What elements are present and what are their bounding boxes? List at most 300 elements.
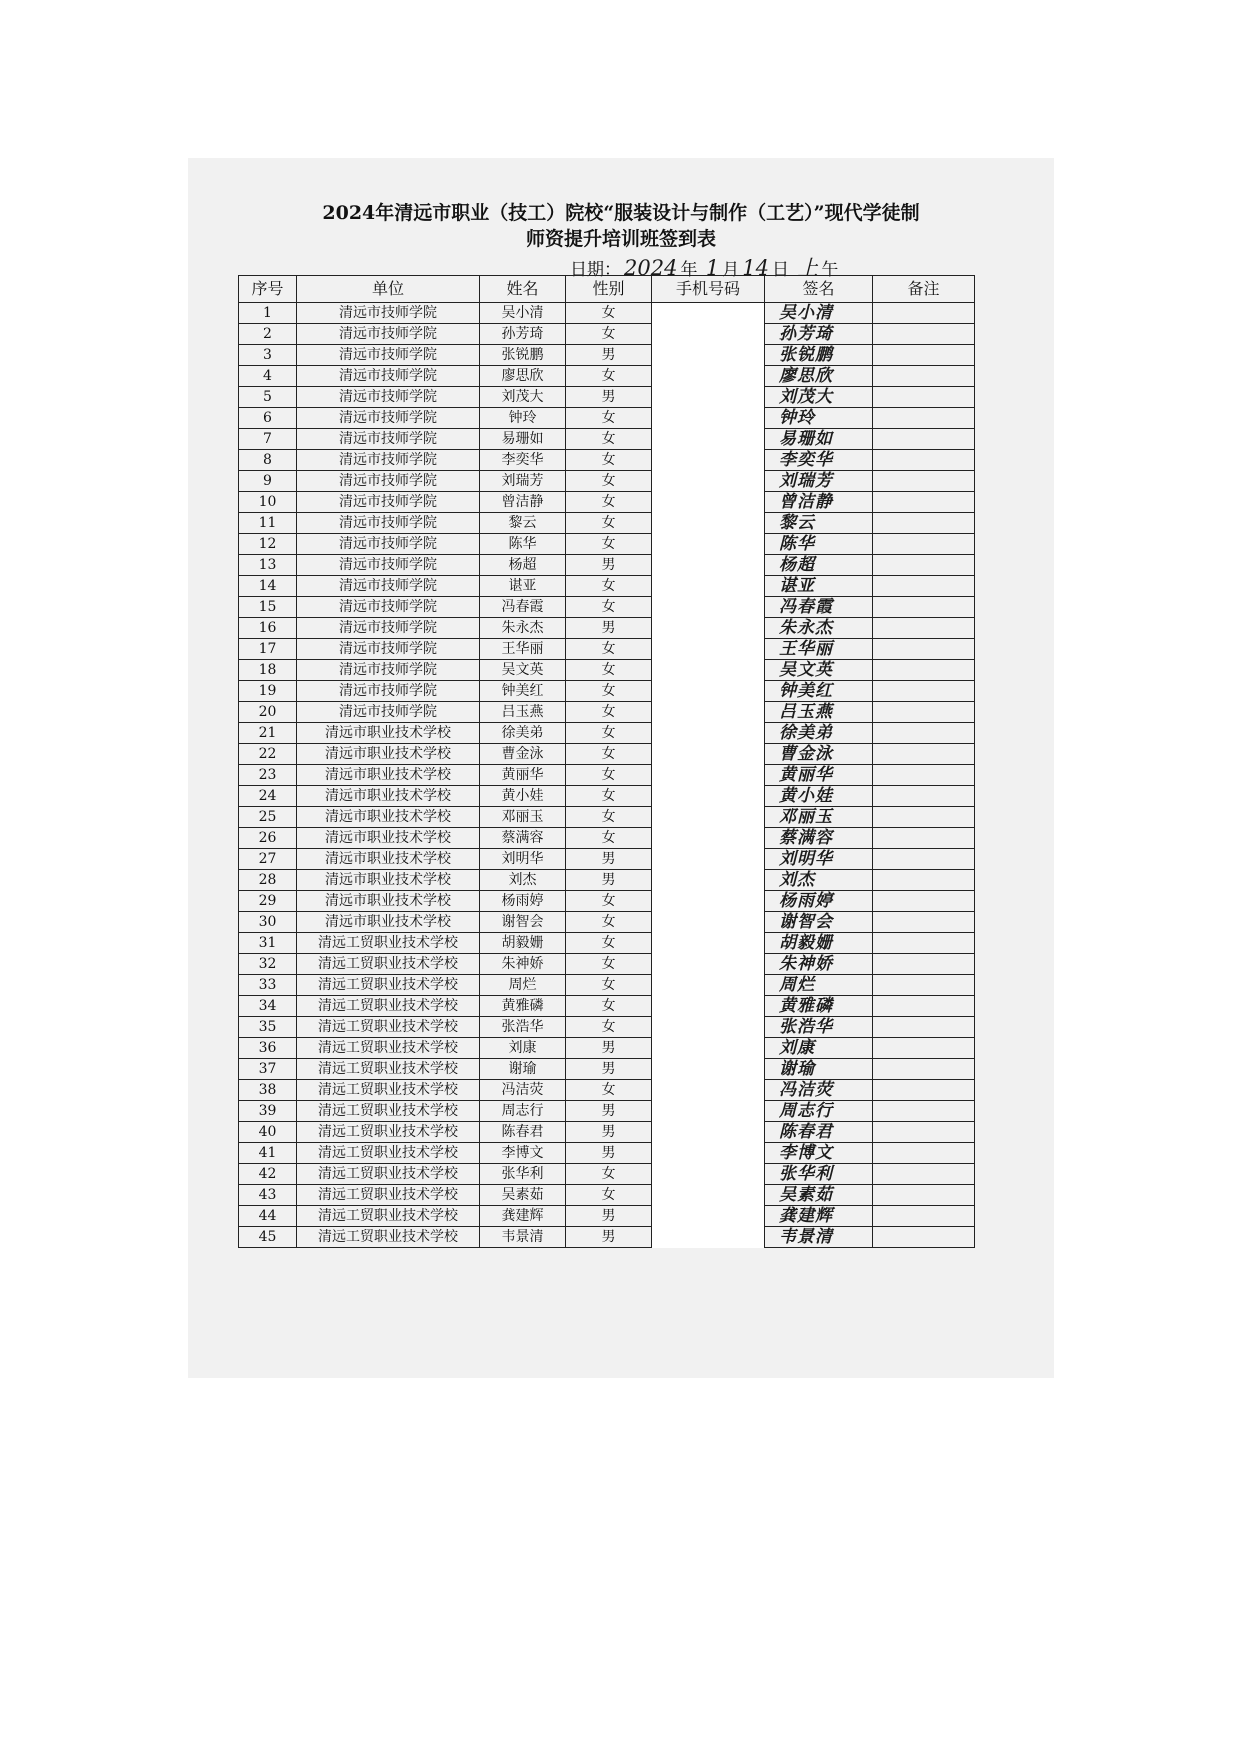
remarks-cell <box>873 534 975 555</box>
gender-cell: 男 <box>566 1101 652 1122</box>
signature-cell: 张华利 <box>765 1164 873 1185</box>
index-cell: 5 <box>239 387 297 408</box>
name-cell: 钟玲 <box>480 408 566 429</box>
table-row <box>239 870 975 891</box>
remarks-cell <box>873 555 975 576</box>
signature-cell: 邓丽玉 <box>765 807 873 828</box>
unit-cell: 清远市技师学院 <box>297 471 480 492</box>
gender-cell: 男 <box>566 1059 652 1080</box>
index-cell: 18 <box>239 660 297 681</box>
signature-cell: 李奕华 <box>765 450 873 471</box>
date-day-handwritten: 14 <box>742 256 769 280</box>
gender-cell: 男 <box>566 1143 652 1164</box>
remarks-cell <box>873 933 975 954</box>
unit-cell: 清远市技师学院 <box>297 702 480 723</box>
unit-cell: 清远市技师学院 <box>297 345 480 366</box>
signature-cell: 刘明华 <box>765 849 873 870</box>
name-cell: 谢智会 <box>480 912 566 933</box>
phone-cell <box>652 891 765 912</box>
phone-cell <box>652 1143 765 1164</box>
remarks-cell <box>873 1206 975 1227</box>
gender-cell: 女 <box>566 702 652 723</box>
table-row <box>239 786 975 807</box>
unit-cell: 清远市技师学院 <box>297 597 480 618</box>
date-month-suffix: 月 <box>722 260 740 280</box>
table-row <box>239 303 975 324</box>
phone-cell <box>652 1206 765 1227</box>
header-name: 姓名 <box>480 276 566 303</box>
table-row <box>239 492 975 513</box>
index-cell: 6 <box>239 408 297 429</box>
remarks-cell <box>873 786 975 807</box>
gender-cell: 女 <box>566 744 652 765</box>
gender-cell: 女 <box>566 450 652 471</box>
gender-cell: 女 <box>566 408 652 429</box>
signature-cell: 陈春君 <box>765 1122 873 1143</box>
gender-cell: 女 <box>566 681 652 702</box>
name-cell: 吴素茹 <box>480 1185 566 1206</box>
table-row <box>239 1227 975 1248</box>
phone-cell <box>652 555 765 576</box>
unit-cell: 清远市技师学院 <box>297 513 480 534</box>
index-cell: 39 <box>239 1101 297 1122</box>
index-cell: 34 <box>239 996 297 1017</box>
phone-cell <box>652 303 765 324</box>
table-row <box>239 345 975 366</box>
unit-cell: 清远工贸职业技术学校 <box>297 1080 480 1101</box>
index-cell: 9 <box>239 471 297 492</box>
remarks-cell <box>873 912 975 933</box>
phone-cell <box>652 1017 765 1038</box>
signature-cell: 黄丽华 <box>765 765 873 786</box>
name-cell: 陈华 <box>480 534 566 555</box>
index-cell: 2 <box>239 324 297 345</box>
gender-cell: 男 <box>566 1122 652 1143</box>
remarks-cell <box>873 828 975 849</box>
table-row <box>239 1059 975 1080</box>
date-month-handwritten: 1 <box>705 256 720 280</box>
date-period-suffix: 午 <box>821 260 839 280</box>
phone-cell <box>652 471 765 492</box>
unit-cell: 清远市职业技术学校 <box>297 912 480 933</box>
signature-cell: 黄小娃 <box>765 786 873 807</box>
remarks-cell <box>873 408 975 429</box>
unit-cell: 清远工贸职业技术学校 <box>297 1206 480 1227</box>
gender-cell: 女 <box>566 492 652 513</box>
index-cell: 36 <box>239 1038 297 1059</box>
remarks-cell <box>873 681 975 702</box>
signature-cell: 李博文 <box>765 1143 873 1164</box>
signature-cell: 刘杰 <box>765 870 873 891</box>
signature-cell: 周烂 <box>765 975 873 996</box>
signature-cell: 黎云 <box>765 513 873 534</box>
remarks-cell <box>873 765 975 786</box>
unit-cell: 清远市技师学院 <box>297 534 480 555</box>
table-row <box>239 387 975 408</box>
phone-cell <box>652 1122 765 1143</box>
name-cell: 谌亚 <box>480 576 566 597</box>
remarks-cell <box>873 597 975 618</box>
table-row <box>239 1185 975 1206</box>
remarks-cell <box>873 1080 975 1101</box>
unit-cell: 清远市职业技术学校 <box>297 786 480 807</box>
index-cell: 1 <box>239 303 297 324</box>
signature-cell: 谢瑜 <box>765 1059 873 1080</box>
gender-cell: 男 <box>566 618 652 639</box>
index-cell: 25 <box>239 807 297 828</box>
signature-cell: 杨超 <box>765 555 873 576</box>
remarks-cell <box>873 1038 975 1059</box>
phone-cell <box>652 786 765 807</box>
remarks-cell <box>873 303 975 324</box>
gender-cell: 女 <box>566 324 652 345</box>
table-row <box>239 1017 975 1038</box>
name-cell: 王华丽 <box>480 639 566 660</box>
signature-cell: 徐美弟 <box>765 723 873 744</box>
index-cell: 27 <box>239 849 297 870</box>
signature-cell: 蔡满容 <box>765 828 873 849</box>
name-cell: 黎云 <box>480 513 566 534</box>
phone-cell <box>652 744 765 765</box>
gender-cell: 男 <box>566 1038 652 1059</box>
remarks-cell <box>873 1122 975 1143</box>
table-row <box>239 744 975 765</box>
unit-cell: 清远市技师学院 <box>297 408 480 429</box>
name-cell: 陈春君 <box>480 1122 566 1143</box>
index-cell: 30 <box>239 912 297 933</box>
table-row <box>239 450 975 471</box>
phone-cell <box>652 1080 765 1101</box>
phone-cell <box>652 1185 765 1206</box>
phone-cell <box>652 366 765 387</box>
phone-cell <box>652 723 765 744</box>
name-cell: 龚建辉 <box>480 1206 566 1227</box>
signature-cell: 曾洁静 <box>765 492 873 513</box>
signature-cell: 刘康 <box>765 1038 873 1059</box>
name-cell: 曾洁静 <box>480 492 566 513</box>
phone-cell <box>652 576 765 597</box>
name-cell: 杨超 <box>480 555 566 576</box>
remarks-cell <box>873 1059 975 1080</box>
unit-cell: 清远工贸职业技术学校 <box>297 1017 480 1038</box>
date-label: 日期： <box>570 260 621 280</box>
signature-cell: 刘茂大 <box>765 387 873 408</box>
phone-cell <box>652 1038 765 1059</box>
gender-cell: 女 <box>566 366 652 387</box>
table-row <box>239 807 975 828</box>
table-row <box>239 408 975 429</box>
name-cell: 李博文 <box>480 1143 566 1164</box>
index-cell: 13 <box>239 555 297 576</box>
gender-cell: 女 <box>566 933 652 954</box>
unit-cell: 清远市职业技术学校 <box>297 765 480 786</box>
gender-cell: 女 <box>566 660 652 681</box>
remarks-cell <box>873 618 975 639</box>
unit-cell: 清远市技师学院 <box>297 324 480 345</box>
gender-cell: 女 <box>566 1164 652 1185</box>
index-cell: 11 <box>239 513 297 534</box>
table-row <box>239 891 975 912</box>
remarks-cell <box>873 744 975 765</box>
remarks-cell <box>873 1143 975 1164</box>
signature-cell: 谌亚 <box>765 576 873 597</box>
name-cell: 刘瑞芳 <box>480 471 566 492</box>
signature-cell: 朱永杰 <box>765 618 873 639</box>
name-cell: 李奕华 <box>480 450 566 471</box>
table-row <box>239 702 975 723</box>
signature-cell: 张锐鹏 <box>765 345 873 366</box>
unit-cell: 清远市技师学院 <box>297 555 480 576</box>
gender-cell: 女 <box>566 828 652 849</box>
gender-cell: 女 <box>566 471 652 492</box>
signature-cell: 杨雨婷 <box>765 891 873 912</box>
table-row <box>239 1164 975 1185</box>
table-row <box>239 1206 975 1227</box>
phone-cell <box>652 345 765 366</box>
phone-cell <box>652 450 765 471</box>
table-row <box>239 1143 975 1164</box>
remarks-cell <box>873 387 975 408</box>
phone-cell <box>652 954 765 975</box>
index-cell: 10 <box>239 492 297 513</box>
gender-cell: 女 <box>566 786 652 807</box>
index-cell: 15 <box>239 597 297 618</box>
title-line-2: 师资提升培训班签到表 <box>525 228 716 250</box>
phone-cell <box>652 912 765 933</box>
unit-cell: 清远市职业技术学校 <box>297 723 480 744</box>
table-row <box>239 912 975 933</box>
index-cell: 21 <box>239 723 297 744</box>
gender-cell: 女 <box>566 954 652 975</box>
date-year-handwritten: 2024 <box>624 256 678 280</box>
gender-cell: 女 <box>566 807 652 828</box>
phone-cell <box>652 996 765 1017</box>
name-cell: 吴文英 <box>480 660 566 681</box>
unit-cell: 清远工贸职业技术学校 <box>297 933 480 954</box>
gender-cell: 女 <box>566 534 652 555</box>
remarks-cell <box>873 429 975 450</box>
gender-cell: 女 <box>566 597 652 618</box>
table-row <box>239 597 975 618</box>
table-row <box>239 555 975 576</box>
phone-cell <box>652 513 765 534</box>
unit-cell: 清远市技师学院 <box>297 366 480 387</box>
phone-cell <box>652 534 765 555</box>
unit-cell: 清远工贸职业技术学校 <box>297 1164 480 1185</box>
signature-cell: 吴小清 <box>765 303 873 324</box>
index-cell: 35 <box>239 1017 297 1038</box>
gender-cell: 女 <box>566 1185 652 1206</box>
phone-cell <box>652 975 765 996</box>
table-row <box>239 954 975 975</box>
table-row <box>239 366 975 387</box>
table-body <box>239 303 975 1248</box>
table-row <box>239 471 975 492</box>
date-day-suffix: 日 <box>771 260 789 280</box>
signature-cell: 孙芳琦 <box>765 324 873 345</box>
remarks-cell <box>873 345 975 366</box>
phone-cell <box>652 597 765 618</box>
remarks-cell <box>873 807 975 828</box>
index-cell: 24 <box>239 786 297 807</box>
remarks-cell <box>873 576 975 597</box>
name-cell: 黄小娃 <box>480 786 566 807</box>
signature-cell: 冯洁荧 <box>765 1080 873 1101</box>
unit-cell: 清远工贸职业技术学校 <box>297 975 480 996</box>
signature-cell: 吴素茹 <box>765 1185 873 1206</box>
signature-cell: 王华丽 <box>765 639 873 660</box>
header-gender: 性别 <box>566 276 652 303</box>
phone-cell <box>652 828 765 849</box>
name-cell: 黄丽华 <box>480 765 566 786</box>
gender-cell: 男 <box>566 387 652 408</box>
header-unit: 单位 <box>297 276 480 303</box>
table-row <box>239 765 975 786</box>
name-cell: 蔡满容 <box>480 828 566 849</box>
remarks-cell <box>873 723 975 744</box>
remarks-cell <box>873 702 975 723</box>
signature-cell: 廖思欣 <box>765 366 873 387</box>
table-row <box>239 723 975 744</box>
signature-cell: 张浩华 <box>765 1017 873 1038</box>
index-cell: 41 <box>239 1143 297 1164</box>
table-row <box>239 534 975 555</box>
gender-cell: 女 <box>566 996 652 1017</box>
phone-cell <box>652 660 765 681</box>
signature-cell: 钟美红 <box>765 681 873 702</box>
name-cell: 朱永杰 <box>480 618 566 639</box>
unit-cell: 清远市职业技术学校 <box>297 870 480 891</box>
remarks-cell <box>873 870 975 891</box>
phone-cell <box>652 807 765 828</box>
remarks-cell <box>873 954 975 975</box>
gender-cell: 女 <box>566 1080 652 1101</box>
phone-cell <box>652 492 765 513</box>
unit-cell: 清远市技师学院 <box>297 639 480 660</box>
document-title <box>188 200 1054 252</box>
gender-cell: 女 <box>566 765 652 786</box>
phone-cell <box>652 387 765 408</box>
remarks-cell <box>873 975 975 996</box>
unit-cell: 清远市技师学院 <box>297 492 480 513</box>
index-cell: 20 <box>239 702 297 723</box>
name-cell: 刘明华 <box>480 849 566 870</box>
name-cell: 廖思欣 <box>480 366 566 387</box>
unit-cell: 清远市技师学院 <box>297 660 480 681</box>
gender-cell: 男 <box>566 345 652 366</box>
signature-cell: 朱神娇 <box>765 954 873 975</box>
phone-cell <box>652 681 765 702</box>
name-cell: 黄雅磷 <box>480 996 566 1017</box>
phone-cell <box>652 408 765 429</box>
gender-cell: 女 <box>566 303 652 324</box>
header-index: 序号 <box>239 276 297 303</box>
index-cell: 26 <box>239 828 297 849</box>
signature-cell: 周志行 <box>765 1101 873 1122</box>
unit-cell: 清远工贸职业技术学校 <box>297 1038 480 1059</box>
unit-cell: 清远市职业技术学校 <box>297 849 480 870</box>
gender-cell: 女 <box>566 513 652 534</box>
index-cell: 19 <box>239 681 297 702</box>
remarks-cell <box>873 1164 975 1185</box>
remarks-cell <box>873 1227 975 1248</box>
remarks-cell <box>873 471 975 492</box>
name-cell: 冯洁荧 <box>480 1080 566 1101</box>
unit-cell: 清远市技师学院 <box>297 450 480 471</box>
gender-cell: 男 <box>566 849 652 870</box>
phone-cell <box>652 1101 765 1122</box>
unit-cell: 清远市职业技术学校 <box>297 891 480 912</box>
phone-cell <box>652 324 765 345</box>
unit-cell: 清远市技师学院 <box>297 303 480 324</box>
header-remarks: 备注 <box>873 276 975 303</box>
remarks-cell <box>873 513 975 534</box>
remarks-cell <box>873 1101 975 1122</box>
index-cell: 43 <box>239 1185 297 1206</box>
index-cell: 4 <box>239 366 297 387</box>
name-cell: 刘茂大 <box>480 387 566 408</box>
index-cell: 42 <box>239 1164 297 1185</box>
unit-cell: 清远市技师学院 <box>297 387 480 408</box>
header-phone: 手机号码 <box>652 276 765 303</box>
gender-cell: 女 <box>566 975 652 996</box>
signature-cell: 黄雅磷 <box>765 996 873 1017</box>
gender-cell: 男 <box>566 1227 652 1248</box>
signature-cell: 谢智会 <box>765 912 873 933</box>
index-cell: 32 <box>239 954 297 975</box>
name-cell: 孙芳琦 <box>480 324 566 345</box>
index-cell: 40 <box>239 1122 297 1143</box>
gender-cell: 男 <box>566 870 652 891</box>
table-row <box>239 1122 975 1143</box>
unit-cell: 清远工贸职业技术学校 <box>297 1143 480 1164</box>
date-year-suffix: 年 <box>680 260 698 280</box>
table-row <box>239 933 975 954</box>
unit-cell: 清远市职业技术学校 <box>297 828 480 849</box>
gender-cell: 男 <box>566 555 652 576</box>
signature-cell: 韦景清 <box>765 1227 873 1248</box>
remarks-cell <box>873 849 975 870</box>
date-period-handwritten: 上 <box>797 256 819 280</box>
index-cell: 33 <box>239 975 297 996</box>
phone-cell <box>652 1059 765 1080</box>
remarks-cell <box>873 639 975 660</box>
index-cell: 16 <box>239 618 297 639</box>
remarks-cell <box>873 450 975 471</box>
table-row <box>239 660 975 681</box>
index-cell: 38 <box>239 1080 297 1101</box>
table-header-row <box>239 276 975 303</box>
phone-cell <box>652 639 765 660</box>
signature-cell: 钟玲 <box>765 408 873 429</box>
unit-cell: 清远市职业技术学校 <box>297 744 480 765</box>
index-cell: 14 <box>239 576 297 597</box>
signature-cell: 龚建辉 <box>765 1206 873 1227</box>
remarks-cell <box>873 996 975 1017</box>
gender-cell: 女 <box>566 639 652 660</box>
name-cell: 韦景清 <box>480 1227 566 1248</box>
table-row <box>239 324 975 345</box>
table-row <box>239 681 975 702</box>
phone-cell <box>652 702 765 723</box>
gender-cell: 女 <box>566 891 652 912</box>
table-row <box>239 576 975 597</box>
table-row <box>239 639 975 660</box>
gender-cell: 女 <box>566 1017 652 1038</box>
name-cell: 胡毅姗 <box>480 933 566 954</box>
remarks-cell <box>873 1017 975 1038</box>
remarks-cell <box>873 366 975 387</box>
